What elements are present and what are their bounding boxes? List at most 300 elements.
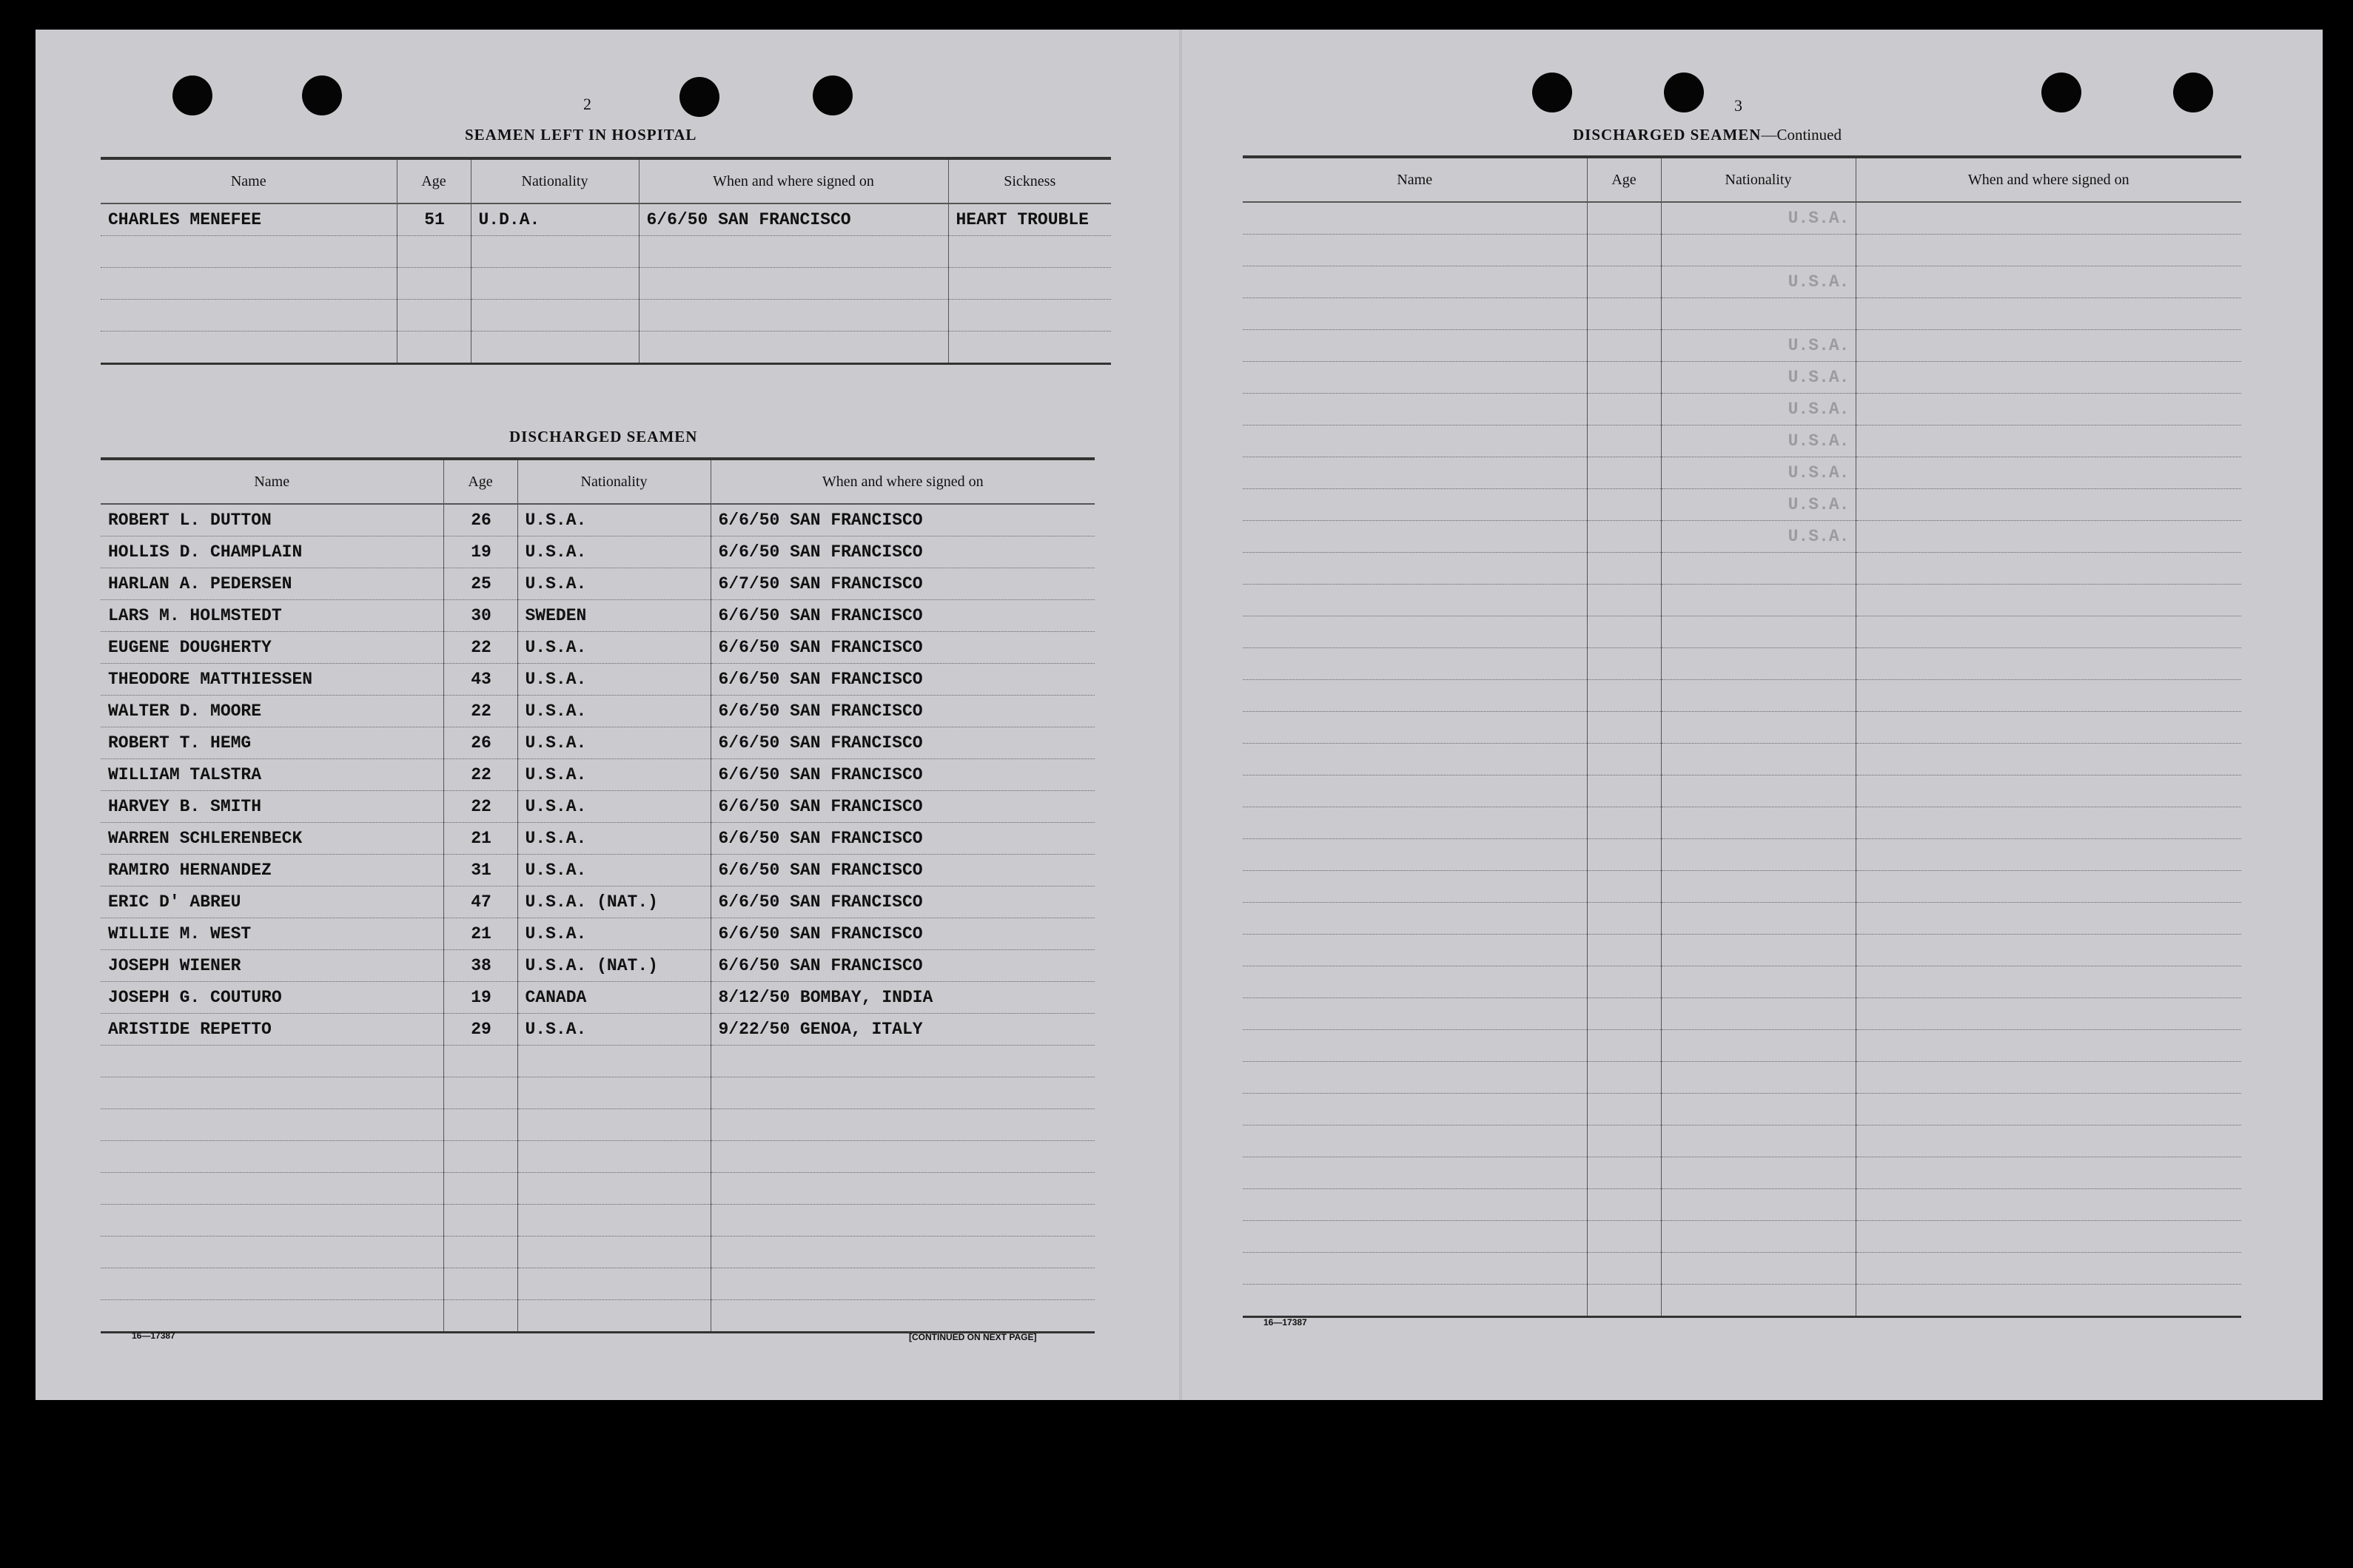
- blank-row: [1243, 648, 2241, 680]
- column-header: Name: [101, 158, 397, 203]
- table-row: [101, 203, 1111, 236]
- table-cell: 47: [443, 886, 517, 918]
- empty-cell: [1661, 998, 1856, 1030]
- empty-cell: [1661, 966, 1856, 998]
- table-cell: U.S.A.: [517, 664, 711, 696]
- empty-cell: [101, 300, 397, 332]
- empty-cell: [1661, 744, 1856, 775]
- table-cell: [1856, 425, 2241, 457]
- table-cell: WALTER D. MOORE: [101, 696, 443, 727]
- table-cell: [1587, 489, 1661, 521]
- table-cell: U.S.A.: [517, 855, 711, 886]
- table-cell: U.S.A.: [1661, 202, 1856, 235]
- table-cell: [1661, 298, 1856, 330]
- empty-cell: [1661, 680, 1856, 712]
- table-cell: ROBERT T. HEMG: [101, 727, 443, 759]
- table-cell: HARVEY B. SMITH: [101, 791, 443, 823]
- empty-cell: [443, 1109, 517, 1141]
- table-cell: [1587, 521, 1661, 553]
- table-row: [101, 918, 1095, 950]
- table-cell: [1856, 362, 2241, 394]
- empty-cell: [1243, 1125, 1587, 1157]
- empty-cell: [711, 1109, 1095, 1141]
- column-header: Age: [1587, 157, 1661, 202]
- blank-row: [101, 1046, 1095, 1077]
- empty-cell: [948, 268, 1111, 300]
- empty-cell: [1661, 807, 1856, 839]
- empty-cell: [1856, 1062, 2241, 1094]
- table-row: [101, 886, 1095, 918]
- table-cell: [1243, 489, 1587, 521]
- blank-row: [1243, 807, 2241, 839]
- empty-cell: [948, 236, 1111, 268]
- empty-cell: [101, 1141, 443, 1173]
- empty-cell: [1856, 680, 2241, 712]
- blank-row: [1243, 966, 2241, 998]
- table-cell: HARLAN A. PEDERSEN: [101, 568, 443, 600]
- table-cell: 21: [443, 918, 517, 950]
- table-row: [1243, 298, 2241, 330]
- table-cell: [1587, 298, 1661, 330]
- table-cell: U.S.A.: [1661, 266, 1856, 298]
- blank-row: [101, 1077, 1095, 1109]
- table-cell: [1243, 457, 1587, 489]
- empty-cell: [711, 1268, 1095, 1300]
- table-cell: [1587, 425, 1661, 457]
- table-cell: [1856, 394, 2241, 425]
- left-page: [36, 30, 1179, 1400]
- empty-cell: [1661, 1285, 1856, 1317]
- empty-cell: [1587, 1221, 1661, 1253]
- blank-row: [101, 1236, 1095, 1268]
- column-header: Name: [1243, 157, 1587, 202]
- table-cell: WARREN SCHLERENBECK: [101, 823, 443, 855]
- table-cell: 6/6/50 SAN FRANCISCO: [711, 632, 1095, 664]
- table-row: [101, 950, 1095, 982]
- empty-cell: [711, 1141, 1095, 1173]
- empty-cell: [1243, 1062, 1587, 1094]
- blank-row: [101, 1268, 1095, 1300]
- empty-cell: [1661, 585, 1856, 616]
- empty-cell: [948, 300, 1111, 332]
- table-cell: JOSEPH WIENER: [101, 950, 443, 982]
- blank-row: [1243, 585, 2241, 616]
- empty-cell: [1587, 616, 1661, 648]
- table-row: [101, 536, 1095, 568]
- empty-cell: [1243, 1157, 1587, 1189]
- empty-cell: [1587, 1062, 1661, 1094]
- empty-cell: [1856, 966, 2241, 998]
- column-header: Nationality: [471, 158, 639, 203]
- table-cell: U.S.A.: [1661, 489, 1856, 521]
- empty-cell: [101, 1077, 443, 1109]
- empty-cell: [1587, 1030, 1661, 1062]
- empty-cell: [101, 1046, 443, 1077]
- empty-cell: [1243, 839, 1587, 871]
- table-cell: U.S.A.: [1661, 362, 1856, 394]
- blank-row: [1243, 712, 2241, 744]
- table-cell: [1243, 202, 1587, 235]
- continued-table: [1243, 155, 2241, 1318]
- table-row: [101, 982, 1095, 1014]
- empty-cell: [1661, 616, 1856, 648]
- blank-row: [1243, 744, 2241, 775]
- table-cell: 6/6/50 SAN FRANCISCO: [711, 823, 1095, 855]
- empty-cell: [517, 1141, 711, 1173]
- table-cell: 22: [443, 791, 517, 823]
- title-text: DISCHARGED SEAMEN: [1573, 126, 1762, 144]
- empty-cell: [948, 332, 1111, 364]
- table-row: [1243, 521, 2241, 553]
- empty-cell: [443, 1268, 517, 1300]
- empty-cell: [1587, 1253, 1661, 1285]
- table-row: [101, 759, 1095, 791]
- empty-cell: [397, 332, 471, 364]
- empty-cell: [1587, 1094, 1661, 1125]
- form-number: 16—17387: [132, 1330, 175, 1341]
- empty-cell: [1243, 1030, 1587, 1062]
- table-cell: WILLIAM TALSTRA: [101, 759, 443, 791]
- empty-cell: [1856, 1030, 2241, 1062]
- empty-cell: [1243, 998, 1587, 1030]
- table-cell: JOSEPH G. COUTURO: [101, 982, 443, 1014]
- empty-cell: [711, 1205, 1095, 1236]
- empty-cell: [1243, 744, 1587, 775]
- blank-row: [101, 1109, 1095, 1141]
- empty-cell: [101, 1300, 443, 1333]
- table-cell: 30: [443, 600, 517, 632]
- table-cell: [1243, 330, 1587, 362]
- column-header: When and where signed on: [639, 158, 948, 203]
- table-cell: 43: [443, 664, 517, 696]
- blank-row: [1243, 839, 2241, 871]
- table-cell: [1661, 235, 1856, 266]
- column-header: Name: [101, 459, 443, 504]
- empty-cell: [1856, 648, 2241, 680]
- blank-row: [1243, 1189, 2241, 1221]
- table-cell: 51: [397, 203, 471, 236]
- column-header: Sickness: [948, 158, 1111, 203]
- blank-row: [1243, 1030, 2241, 1062]
- empty-cell: [639, 236, 948, 268]
- table-cell: 22: [443, 759, 517, 791]
- table-cell: [1856, 266, 2241, 298]
- table-cell: 6/6/50 SAN FRANCISCO: [711, 536, 1095, 568]
- page-number: 3: [1734, 96, 1742, 115]
- empty-cell: [1587, 966, 1661, 998]
- empty-cell: [1856, 839, 2241, 871]
- empty-cell: [711, 1300, 1095, 1333]
- table-row: [1243, 489, 2241, 521]
- table-cell: RAMIRO HERNANDEZ: [101, 855, 443, 886]
- blank-row: [1243, 998, 2241, 1030]
- form-number: 16—17387: [1263, 1317, 1307, 1328]
- table-cell: U.S.A. (NAT.): [517, 950, 711, 982]
- empty-cell: [443, 1173, 517, 1205]
- table-cell: [1856, 457, 2241, 489]
- empty-cell: [471, 236, 639, 268]
- table-cell: U.S.A.: [517, 918, 711, 950]
- empty-cell: [1856, 553, 2241, 585]
- empty-cell: [639, 332, 948, 364]
- empty-cell: [1856, 1094, 2241, 1125]
- table-cell: [1587, 266, 1661, 298]
- empty-cell: [711, 1046, 1095, 1077]
- table-cell: [1587, 457, 1661, 489]
- right-page: [1182, 30, 2323, 1400]
- empty-cell: [1587, 871, 1661, 903]
- empty-cell: [1856, 935, 2241, 966]
- table-cell: U.S.A.: [517, 696, 711, 727]
- blank-row: [101, 300, 1111, 332]
- empty-cell: [1243, 616, 1587, 648]
- empty-cell: [101, 1268, 443, 1300]
- empty-cell: [1587, 1157, 1661, 1189]
- table-cell: CHARLES MENEFEE: [101, 203, 397, 236]
- table-cell: [1856, 235, 2241, 266]
- empty-cell: [1856, 871, 2241, 903]
- empty-cell: [1856, 903, 2241, 935]
- empty-cell: [471, 332, 639, 364]
- blank-row: [1243, 1125, 2241, 1157]
- table-cell: 6/6/50 SAN FRANCISCO: [711, 696, 1095, 727]
- empty-cell: [1587, 775, 1661, 807]
- empty-cell: [1856, 1285, 2241, 1317]
- hospital-table: [101, 157, 1111, 365]
- table-cell: 22: [443, 632, 517, 664]
- empty-cell: [1587, 585, 1661, 616]
- empty-cell: [517, 1109, 711, 1141]
- empty-cell: [517, 1300, 711, 1333]
- empty-cell: [1243, 1253, 1587, 1285]
- empty-cell: [101, 1205, 443, 1236]
- discharged-table: [101, 457, 1095, 1333]
- table-row: [101, 791, 1095, 823]
- table-row: [101, 823, 1095, 855]
- table-cell: U.S.A.: [517, 727, 711, 759]
- blank-row: [101, 268, 1111, 300]
- table-cell: [1587, 394, 1661, 425]
- table-cell: U.S.A.: [517, 536, 711, 568]
- hospital-section-title: SEAMEN LEFT IN HOSPITAL: [465, 126, 697, 144]
- empty-cell: [1243, 648, 1587, 680]
- column-header: When and where signed on: [711, 459, 1095, 504]
- empty-cell: [517, 1077, 711, 1109]
- table-row: [101, 568, 1095, 600]
- empty-cell: [1661, 712, 1856, 744]
- table-cell: U.S.A.: [517, 632, 711, 664]
- table-cell: 26: [443, 504, 517, 536]
- document-sheet: [36, 30, 2323, 1400]
- empty-cell: [639, 300, 948, 332]
- table-cell: U.D.A.: [471, 203, 639, 236]
- table-cell: [1243, 235, 1587, 266]
- empty-cell: [1661, 1125, 1856, 1157]
- table-cell: 6/6/50 SAN FRANCISCO: [711, 950, 1095, 982]
- empty-cell: [1661, 903, 1856, 935]
- table-cell: U.S.A.: [1661, 521, 1856, 553]
- table-row: [1243, 425, 2241, 457]
- table-cell: 21: [443, 823, 517, 855]
- discharged-section-title: DISCHARGED SEAMEN: [509, 428, 698, 445]
- empty-cell: [1661, 1157, 1856, 1189]
- empty-cell: [1587, 839, 1661, 871]
- empty-cell: [1661, 648, 1856, 680]
- empty-cell: [1856, 807, 2241, 839]
- table-row: [1243, 235, 2241, 266]
- table-cell: 6/6/50 SAN FRANCISCO: [711, 791, 1095, 823]
- empty-cell: [1587, 903, 1661, 935]
- empty-cell: [1587, 1189, 1661, 1221]
- blank-row: [1243, 1157, 2241, 1189]
- table-cell: 6/6/50 SAN FRANCISCO: [639, 203, 948, 236]
- table-cell: [1856, 202, 2241, 235]
- table-cell: CANADA: [517, 982, 711, 1014]
- empty-cell: [1856, 585, 2241, 616]
- empty-cell: [1661, 1189, 1856, 1221]
- empty-cell: [1587, 935, 1661, 966]
- blank-row: [1243, 871, 2241, 903]
- blank-row: [101, 1300, 1095, 1333]
- table-cell: U.S.A.: [517, 759, 711, 791]
- empty-cell: [1243, 1221, 1587, 1253]
- empty-cell: [397, 300, 471, 332]
- blank-row: [1243, 616, 2241, 648]
- blank-row: [1243, 935, 2241, 966]
- empty-cell: [1243, 1189, 1587, 1221]
- empty-cell: [101, 1173, 443, 1205]
- empty-cell: [1856, 1189, 2241, 1221]
- blank-row: [1243, 903, 2241, 935]
- table-cell: ERIC D' ABREU: [101, 886, 443, 918]
- table-cell: WILLIE M. WEST: [101, 918, 443, 950]
- empty-cell: [443, 1077, 517, 1109]
- empty-cell: [1856, 1221, 2241, 1253]
- empty-cell: [1243, 553, 1587, 585]
- table-cell: [1856, 330, 2241, 362]
- table-cell: 6/6/50 SAN FRANCISCO: [711, 855, 1095, 886]
- table-cell: [1243, 425, 1587, 457]
- table-row: [101, 632, 1095, 664]
- empty-cell: [1661, 1221, 1856, 1253]
- empty-cell: [1243, 1285, 1587, 1317]
- blank-row: [101, 332, 1111, 364]
- table-cell: HOLLIS D. CHAMPLAIN: [101, 536, 443, 568]
- table-cell: [1856, 298, 2241, 330]
- empty-cell: [1856, 712, 2241, 744]
- table-cell: 6/6/50 SAN FRANCISCO: [711, 918, 1095, 950]
- table-cell: 6/6/50 SAN FRANCISCO: [711, 886, 1095, 918]
- table-cell: [1587, 202, 1661, 235]
- empty-cell: [639, 268, 948, 300]
- empty-cell: [443, 1205, 517, 1236]
- empty-cell: [1661, 1030, 1856, 1062]
- table-cell: 22: [443, 696, 517, 727]
- table-cell: 19: [443, 536, 517, 568]
- empty-cell: [1661, 935, 1856, 966]
- blank-row: [1243, 1221, 2241, 1253]
- table-cell: LARS M. HOLMSTEDT: [101, 600, 443, 632]
- column-header: Age: [443, 459, 517, 504]
- table-row: [101, 727, 1095, 759]
- table-cell: [1243, 394, 1587, 425]
- empty-cell: [471, 268, 639, 300]
- table-cell: U.S.A.: [1661, 394, 1856, 425]
- table-cell: ARISTIDE REPETTO: [101, 1014, 443, 1046]
- blank-row: [1243, 1253, 2241, 1285]
- table-row: [101, 696, 1095, 727]
- table-cell: U.S.A.: [517, 568, 711, 600]
- table-row: [101, 1014, 1095, 1046]
- empty-cell: [1243, 871, 1587, 903]
- table-cell: U.S.A.: [517, 1014, 711, 1046]
- table-cell: U.S.A.: [517, 504, 711, 536]
- empty-cell: [1661, 871, 1856, 903]
- page-number: 2: [583, 95, 591, 113]
- empty-cell: [1856, 1253, 2241, 1285]
- empty-cell: [1243, 775, 1587, 807]
- table-cell: U.S.A.: [1661, 425, 1856, 457]
- table-row: [101, 855, 1095, 886]
- table-cell: U.S.A.: [517, 823, 711, 855]
- empty-cell: [1587, 712, 1661, 744]
- empty-cell: [443, 1300, 517, 1333]
- table-cell: 19: [443, 982, 517, 1014]
- blank-row: [101, 1141, 1095, 1173]
- empty-cell: [443, 1046, 517, 1077]
- table-cell: [1243, 362, 1587, 394]
- table-cell: [1243, 266, 1587, 298]
- empty-cell: [517, 1205, 711, 1236]
- empty-cell: [1243, 712, 1587, 744]
- table-row: [1243, 394, 2241, 425]
- continued-note: [CONTINUED ON NEXT PAGE]: [909, 1332, 1037, 1342]
- empty-cell: [1587, 1285, 1661, 1317]
- blank-row: [1243, 1285, 2241, 1317]
- empty-cell: [1661, 1253, 1856, 1285]
- continued-section-title: [1573, 126, 1842, 144]
- table-cell: 26: [443, 727, 517, 759]
- empty-cell: [397, 236, 471, 268]
- empty-cell: [1856, 775, 2241, 807]
- empty-cell: [471, 300, 639, 332]
- column-header: Nationality: [517, 459, 711, 504]
- empty-cell: [1243, 935, 1587, 966]
- table-cell: 9/22/50 GENOA, ITALY: [711, 1014, 1095, 1046]
- empty-cell: [1243, 680, 1587, 712]
- empty-cell: [1587, 998, 1661, 1030]
- table-cell: 31: [443, 855, 517, 886]
- empty-cell: [517, 1046, 711, 1077]
- column-header: Age: [397, 158, 471, 203]
- table-cell: [1856, 489, 2241, 521]
- table-cell: ROBERT L. DUTTON: [101, 504, 443, 536]
- empty-cell: [1856, 998, 2241, 1030]
- table-cell: [1587, 362, 1661, 394]
- column-header: When and where signed on: [1856, 157, 2241, 202]
- table-cell: 38: [443, 950, 517, 982]
- table-cell: [1243, 298, 1587, 330]
- empty-cell: [1587, 680, 1661, 712]
- empty-cell: [101, 1109, 443, 1141]
- table-cell: 6/6/50 SAN FRANCISCO: [711, 727, 1095, 759]
- table-row: [1243, 202, 2241, 235]
- blank-row: [1243, 775, 2241, 807]
- empty-cell: [711, 1173, 1095, 1205]
- title-continued: —Continued: [1761, 126, 1842, 144]
- table-cell: 29: [443, 1014, 517, 1046]
- empty-cell: [1243, 807, 1587, 839]
